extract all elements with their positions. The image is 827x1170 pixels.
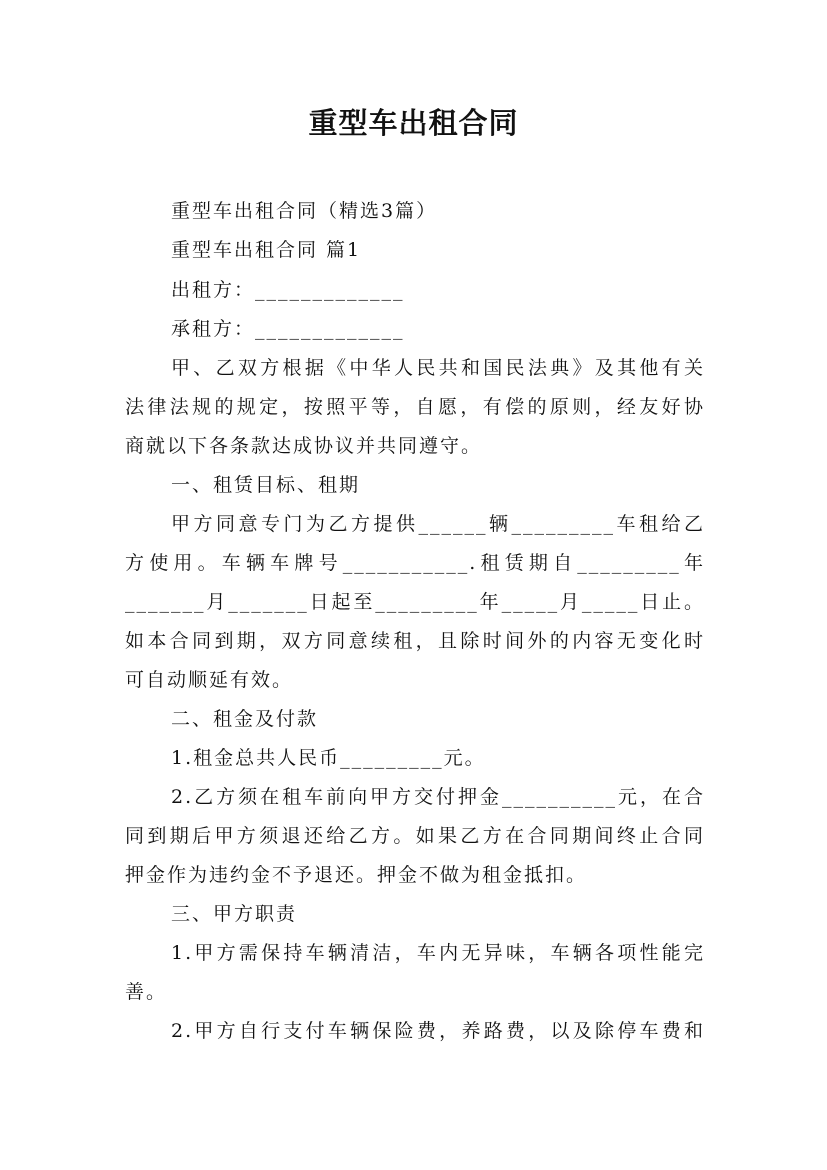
paragraph-line: 1.甲方需保持车辆清洁，车内无异味，车辆各项性能完 [171, 942, 705, 964]
paragraph-line: 甲方同意专门为乙方提供______辆_________车租给乙 [171, 513, 705, 535]
clause-heading: 一、租赁目标、租期 [171, 474, 361, 496]
paragraph-line: 2.甲方自行支付车辆保险费，养路费，以及除停车费和 [171, 1020, 705, 1042]
paragraph-line: 甲、乙双方根据《中华人民共和国民法典》及其他有关 [171, 357, 705, 379]
lessee-line: 承租方：_____________ [171, 318, 405, 340]
paragraph-line: 如本合同到期，双方同意续租，且除时间外的内容无变化时 [125, 630, 705, 652]
paragraph-line: _______月_______日起至_________年_____月_____日止。 [125, 591, 705, 613]
paragraph-line: 押金作为违约金不予退还。押金不做为租金抵扣。 [125, 864, 588, 886]
paragraph-line: 方使用。车辆车牌号___________.租赁期自_________年 [125, 552, 705, 574]
paragraph-line: 同到期后甲方须退还给乙方。如果乙方在合同期间终止合同 [125, 825, 705, 847]
paragraph-line: 法律法规的规定，按照平等，自愿，有偿的原则，经友好协 [125, 396, 705, 418]
paragraph-line: 2.乙方须在租车前向甲方交付押金__________元，在合 [171, 786, 705, 808]
clause-heading: 二、租金及付款 [171, 708, 319, 730]
clause-heading: 三、甲方职责 [171, 903, 298, 925]
lessor-line: 出租方：_____________ [171, 279, 405, 301]
paragraph-line: 1.租金总共人民币_________元。 [171, 747, 486, 769]
section-heading: 重型车出租合同 篇1 [171, 239, 362, 261]
document-title: 重型车出租合同 [308, 106, 519, 140]
subtitle-line: 重型车出租合同（精选3篇） [171, 200, 438, 222]
paragraph-line: 可自动顺延有效。 [125, 669, 294, 691]
paragraph-line: 商就以下各条款达成协议并共同遵守。 [125, 435, 483, 457]
paragraph-line: 善。 [125, 981, 168, 1003]
